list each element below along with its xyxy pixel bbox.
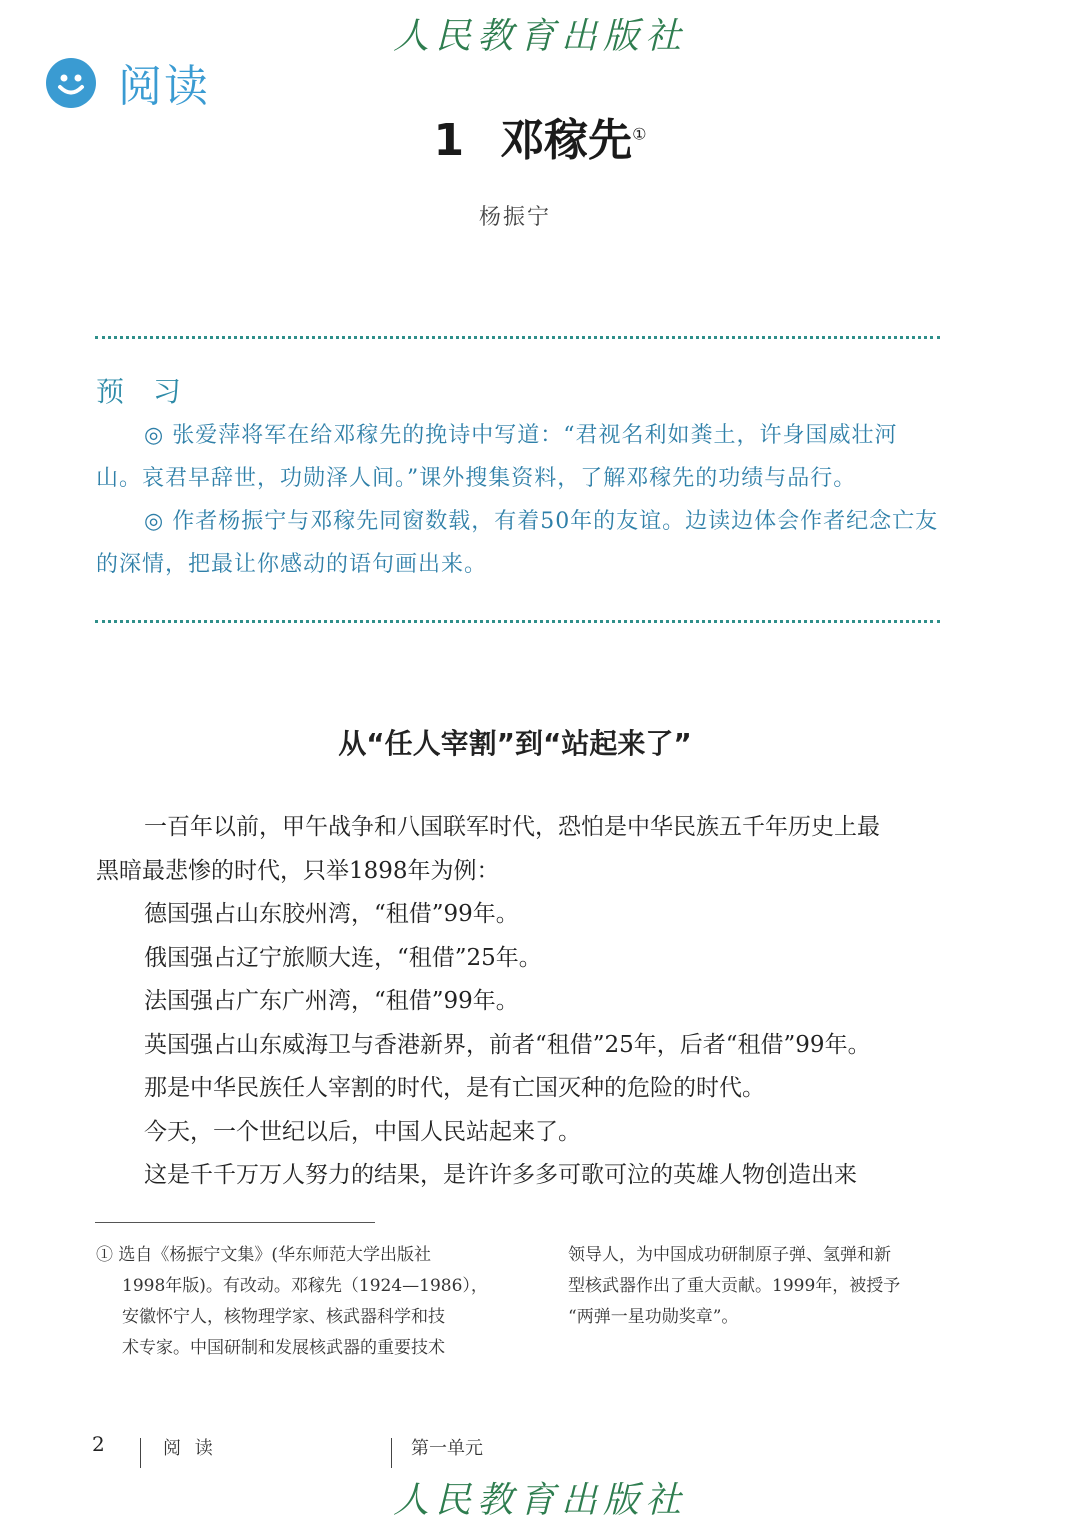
footnote-line: 领导人，为中国成功研制原子弹、氢弹和新 <box>568 1245 891 1265</box>
body-line: 英国强占山东威海卫与香港新界，前者“租借”25年，后者“租借”99年。 <box>144 1031 871 1058</box>
lesson-number: 1 <box>433 115 465 166</box>
body-line: 今天，一个世纪以后，中国人民站起来了。 <box>144 1118 581 1145</box>
body-line: 俄国强占辽宁旅顺大连，“租借”25年。 <box>144 944 542 971</box>
footnote-rule <box>95 1222 375 1223</box>
footnote-line: “两弹一星功勋奖章”。 <box>568 1307 739 1327</box>
preview-paragraph: ◎ 作者杨振宁与邓稼先同窗数载，有着50年的友谊。边读边体会作者纪念亡友的深情，把最让你感动的语句画出来。 <box>96 509 939 577</box>
footnote-column-right <box>568 1240 948 1333</box>
body-line: 法国强占广东广州湾，“租借”99年。 <box>144 988 519 1014</box>
body-line: 黑暗最悲惨的时代，只举1898年为例： <box>96 857 500 884</box>
publisher-watermark-bottom: 人民教育出版社 <box>392 1480 687 1521</box>
footer-divider <box>391 1438 392 1468</box>
smiley-face-icon <box>46 58 96 108</box>
footer-unit-label: 第一单元 <box>411 1438 483 1459</box>
footnote-column-left <box>96 1240 506 1364</box>
preview-heading: 预 习 <box>96 375 191 408</box>
footnote-line: 1998年版)。有改动。邓稼先（1924—1986）， <box>122 1276 488 1296</box>
body-line: 德国强占山东胶州湾，“租借”99年。 <box>144 901 519 927</box>
author-name: 杨振宁 <box>478 205 551 230</box>
preview-paragraph: ◎ 张爱萍将军在给邓稼先的挽诗中写道：“君视名利如粪土，许身国威壮河山。哀君早辞世，功勋泽人间。”课外搜集资料，了解邓稼先的功绩与品行。 <box>96 423 898 491</box>
footnote-line: 型核武器作出了重大贡献。1999年，被授予 <box>568 1276 901 1296</box>
body-line: 一百年以前，甲午战争和八国联军时代，恐怕是中华民族五千年历史上最 <box>144 814 880 840</box>
footnote-line: 安徽怀宁人，核物理学家、核武器科学和技 <box>122 1307 445 1327</box>
section-label: 阅读 <box>118 61 210 112</box>
section-heading: 从“任人宰割”到“站起来了” <box>338 727 692 760</box>
footnote-mark: ① <box>632 124 647 144</box>
lesson-title <box>0 104 1080 168</box>
lesson-title-text: 邓稼先 <box>500 115 633 166</box>
footer-divider <box>140 1438 141 1468</box>
dotted-divider-top <box>95 336 940 339</box>
body-line: 这是千千万万人努力的结果，是许许多多可歌可泣的英雄人物创造出来 <box>144 1162 857 1188</box>
publisher-watermark-top: 人民教育出版社 <box>392 16 687 57</box>
body-line: 那是中华民族任人宰割的时代，是有亡国灭种的危险的时代。 <box>144 1075 765 1101</box>
page-number: 2 <box>92 1432 105 1456</box>
footnote-line: ① 选自《杨振宁文集》(华东师范大学出版社 <box>96 1245 432 1265</box>
footer-section-label: 阅 读 <box>163 1438 217 1459</box>
footnote-line: 术专家。中国研制和发展核武器的重要技术 <box>122 1338 445 1358</box>
dotted-divider-bottom <box>95 620 940 623</box>
